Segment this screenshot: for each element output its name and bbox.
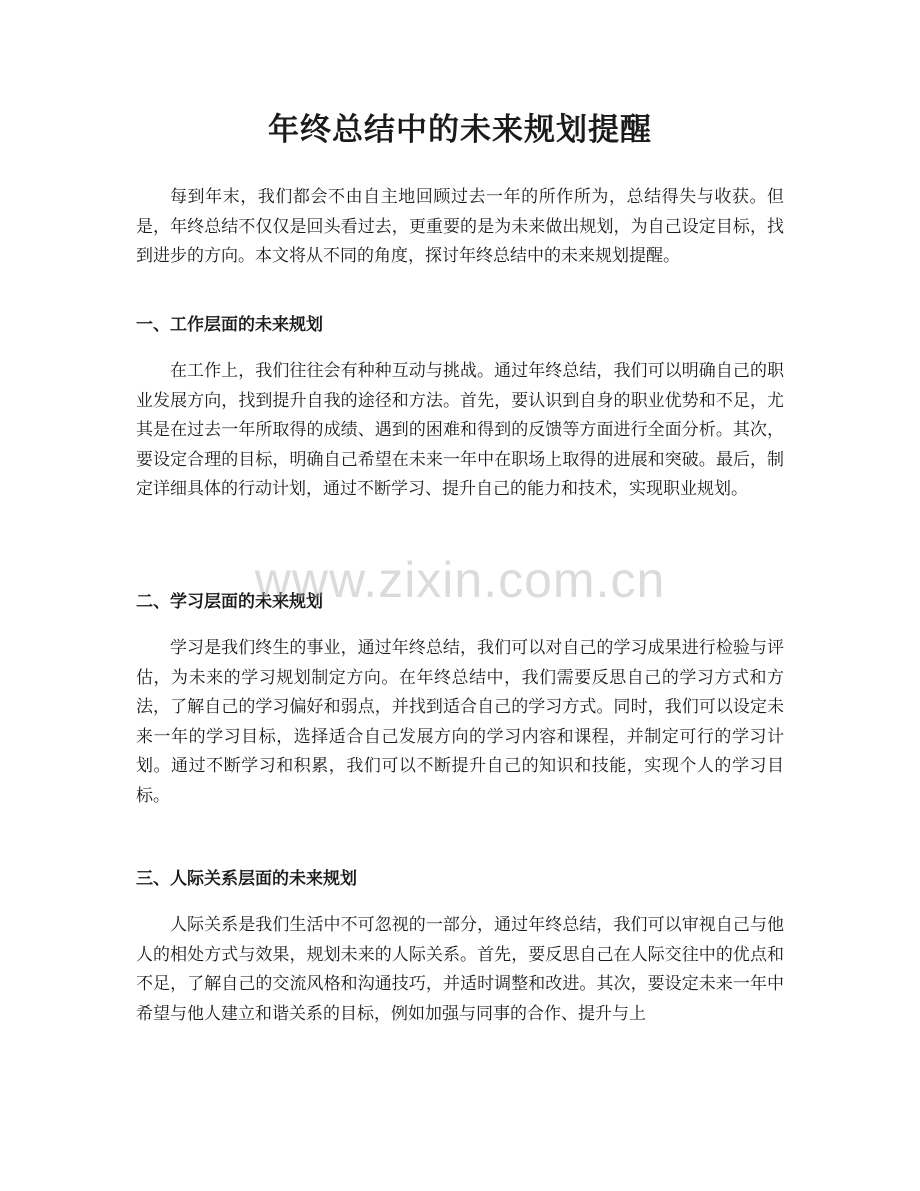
- section-body-relationships: 人际关系是我们生活中不可忽视的一部分，通过年终总结，我们可以审视自己与他人的相处方式与效果，规划未来的人际关系。首先，要反思自己在人际交往中的优点和不足，了解自己的交流风格和沟通技巧，并适时调整和改进。其次，要设定未来一年中希望与他人建立和谐关系的目标，例如加强与同事的合作、提升与上: [136, 915, 784, 1024]
- section-body-study: 学习是我们终生的事业，通过年终总结，我们可以对自己的学习成果进行检验与评估，为未来的学习规划制定方向。在年终总结中，我们需要反思自己的学习方式和方法，了解自己的学习偏好和弱点，并找到适合自己的学习方式。同时，我们可以设定未来一年的学习目标，选择适合自己发展方向的学习内容和课程，并制定可行的学习计划。通过不断学习和积累，我们可以不断提升自己的知识和技能，实现个人的学习目标。: [136, 638, 784, 806]
- watermark: www.zixin.com.cn: [254, 552, 666, 608]
- section-heading-study: 二、学习层面的未来规划: [136, 592, 323, 612]
- intro-paragraph: 每到年末，我们都会不由自主地回顾过去一年的所作所为，总结得失与收获。但是，年终总结不仅仅是回头看过去，更重要的是为未来做出规划，为自己设定目标，找到进步的方向。本文将从不同的角度，探讨年终总结中的未来规划提醒。: [136, 187, 784, 266]
- section-body-work: 在工作上，我们往往会有种种互动与挑战。通过年终总结，我们可以明确自己的职业发展方向，找到提升自我的途径和方法。首先，要认识到自身的职业优势和不足，尤其是在过去一年所取得的成绩、遇到的困难和得到的反馈等方面进行全面分析。其次，要设定合理的目标，明确自己希望在未来一年中在职场上取得的进展和突破。最后，制定详细具体的行动计划，通过不断学习、提升自己的能力和技术，实现职业规划。: [136, 361, 784, 499]
- section-heading-relationships: 三、人际关系层面的未来规划: [136, 869, 357, 889]
- page-title: 年终总结中的未来规划提醒: [268, 112, 652, 148]
- section-heading-work: 一、工作层面的未来规划: [136, 315, 323, 335]
